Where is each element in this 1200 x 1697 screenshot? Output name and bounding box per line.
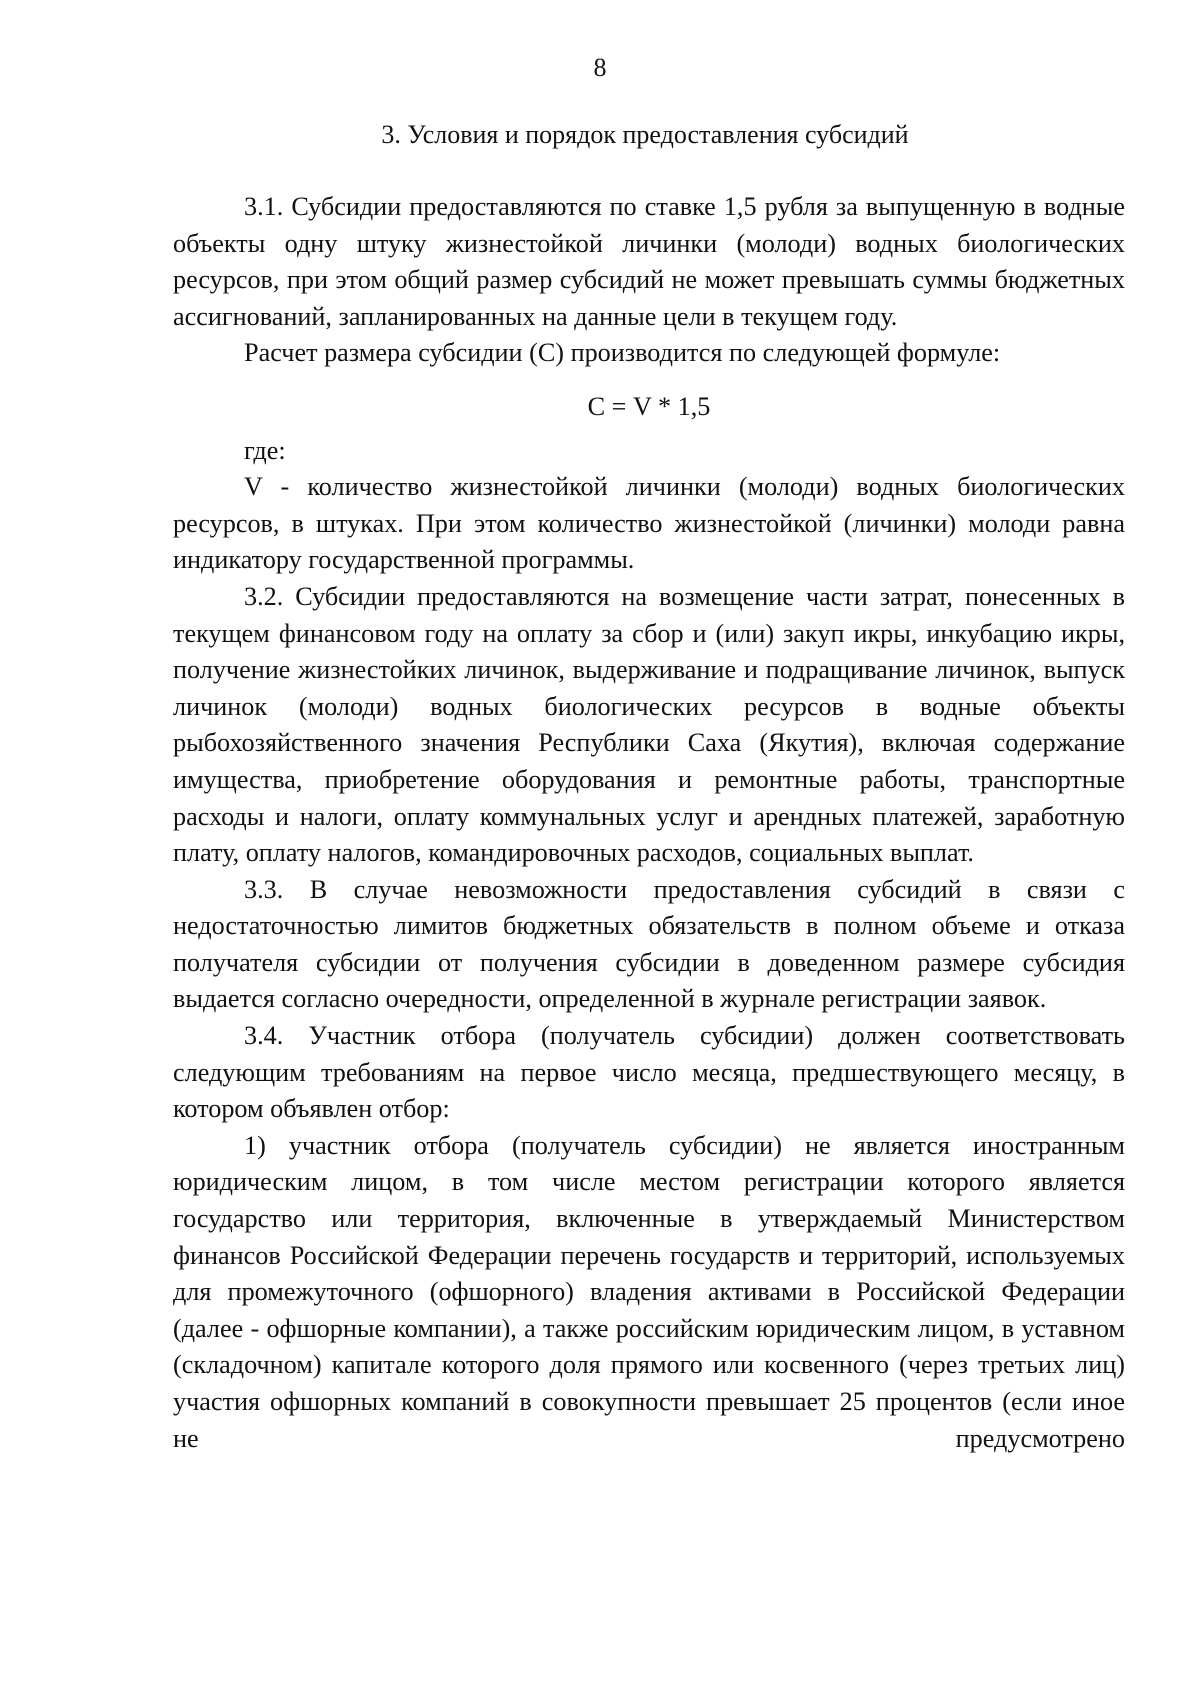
paragraph-3-4: 3.4. Участник отбора (получатель субсидии) должен соответствовать следующим требованиям на первое число месяца, предшествующего месяцу, в котором объявлен отбор:: [173, 1021, 1125, 1124]
paragraph-where: где:: [244, 435, 286, 465]
page-number: 8: [593, 53, 607, 82]
paragraph-3-2: 3.2. Субсидии предоставляются на возмещение части затрат, понесенных в текущем финансовом году на оплату за сбор и (или) закуп икры, инкубацию икры, получение жизнестойких личинок, выдерживание и подращивание личинок, выпуск личинок (молоди) водных биологических ресурсов в водные объекты рыбохозяйственного значения Республики Саха (Якутия), включая содержание имущества, приобретение оборудования и ремонтные работы, транспортные расходы и налоги, оплату коммунальных услуг и арендных платежей, заработную плату, оплату налогов, командировочных расходов, социальных выплат.: [173, 581, 1125, 868]
paragraph-3-4-item-1: 1) участник отбора (получатель субсидии) не является иностранным юридическим лицом, в том числе местом регистрации которого является государство или территория, включенные в утверждаемый Министерством финансов Российской Федерации перечень государств и территорий, используемых для промежуточного (офшорного) владения активами в Российской Федерации (далее - офшорные компании), а также российским юридическим лицом, в уставном (складочном) капитале которого доля прямого или косвенного (через третьих лиц) участия офшорных компаний в совокупности превышает 25 процентов (если иное не предусмотрено: [173, 1130, 1125, 1453]
section-title: 3. Условия и порядок предоставления субсидий: [381, 120, 909, 149]
formula: С = V * 1,5: [587, 391, 711, 421]
paragraph-formula-intro: Расчет размера субсидии (С) производится по следующей формуле:: [244, 338, 1001, 368]
paragraph-3-1: 3.1. Субсидии предоставляются по ставке 1,5 рубля за выпущенную в водные объекты одну штуку жизнестойкой личинки (молоди) водных биологических ресурсов, при этом общий размер субсидий не может превышать суммы бюджетных ассигнований, запланированных на данные цели в текущем году.: [173, 192, 1125, 331]
paragraph-3-3: 3.3. В случае невозможности предоставления субсидий в связи с недостаточностью лимитов бюджетных обязательств в полном объеме и отказа получателя субсидии от получения субсидии в доведенном размере субсидия выдается согласно очередности, определенной в журнале регистрации заявок.: [173, 874, 1125, 1014]
document-body: [173, 189, 1125, 1457]
paragraph-v-definition: V - количество жизнестойкой личинки (молоди) водных биологических ресурсов, в штуках. При этом количество жизнестойкой (личинки) молоди равна индикатору государственной программы.: [173, 472, 1125, 575]
